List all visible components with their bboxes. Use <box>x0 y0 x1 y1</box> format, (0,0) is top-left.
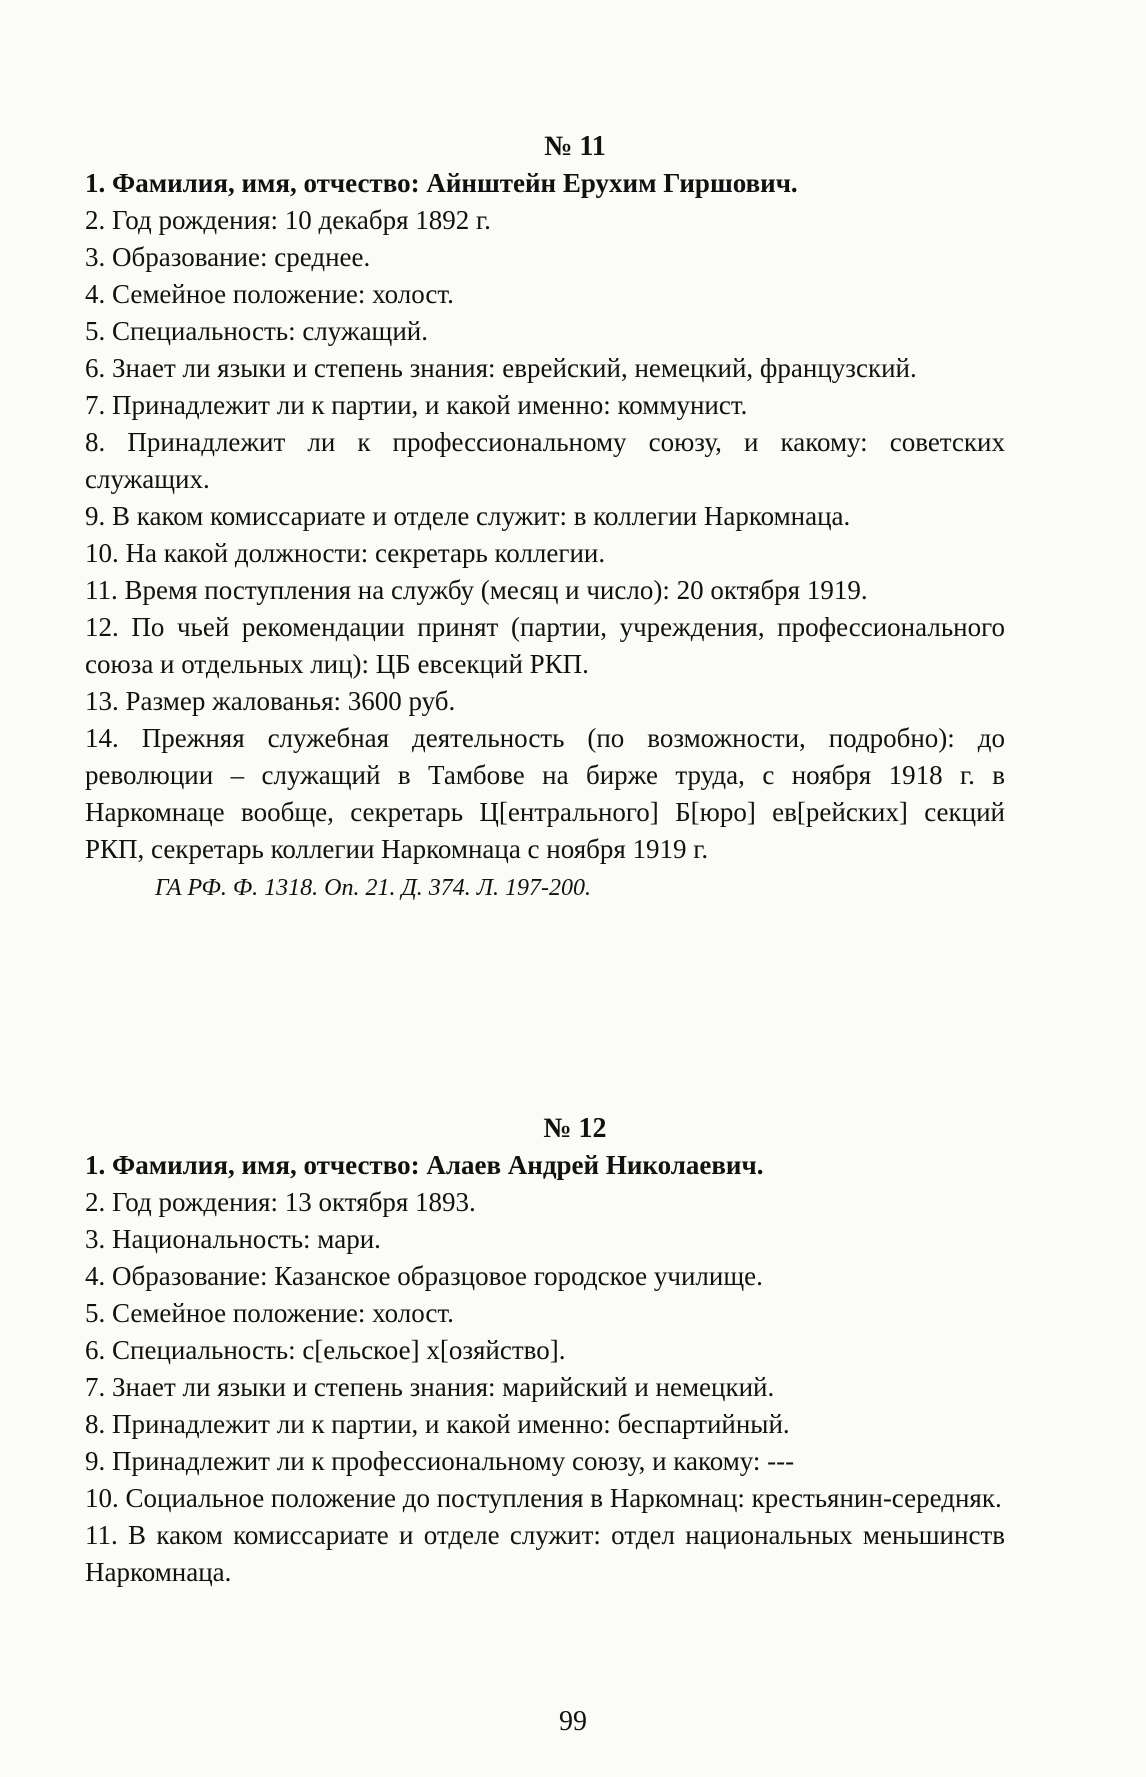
document-11 <box>85 128 1005 907</box>
doc12-item-1: 1. Фамилия, имя, отчество: Алаев Андрей Николаевич. <box>85 1150 764 1180</box>
doc12-item-5: 5. Семейное положение: холост. <box>85 1298 454 1328</box>
page-number: 99 <box>559 1706 587 1737</box>
doc11-item-3: 3. Образование: среднее. <box>85 242 371 272</box>
doc11-item-9: 9. В каком комиссариате и отделе служит: в коллегии Наркомнаца. <box>85 501 851 531</box>
document-12 <box>85 1110 1005 1591</box>
doc12-item-3: 3. Национальность: мари. <box>85 1224 381 1254</box>
doc11-item-2: 2. Год рождения: 10 декабря 1892 г. <box>85 205 491 235</box>
doc11-item-1: 1. Фамилия, имя, отчество: Айнштейн Ерухим Гиршович. <box>85 168 798 198</box>
doc11-item-10: 10. На какой должности: секретарь коллегии. <box>85 538 606 568</box>
doc11-item-5: 5. Специальность: служащий. <box>85 316 428 346</box>
doc11-item-4: 4. Семейное положение: холост. <box>85 279 454 309</box>
doc11-item-12: 12. По чьей рекомендации принят (партии, учреждения, профессионального союза и отдельных лиц): ЦБ евсекций РКП. <box>85 612 1005 679</box>
doc12-item-11: 11. В каком комиссариате и отделе служит: отдел национальных меньшинств Наркомнаца. <box>85 1520 1005 1587</box>
document-11-number: № 11 <box>544 131 606 162</box>
doc11-item-11: 11. Время поступления на службу (месяц и число): 20 октября 1919. <box>85 575 868 605</box>
doc11-item-7: 7. Принадлежит ли к партии, и какой именно: коммунист. <box>85 390 748 420</box>
doc12-item-7: 7. Знает ли языки и степень знания: марийский и немецкий. <box>85 1372 775 1402</box>
doc12-item-8: 8. Принадлежит ли к партии, и какой именно: беспартийный. <box>85 1409 790 1439</box>
doc12-item-10: 10. Социальное положение до поступления в Наркомнац: крестьянин-середняк. <box>85 1483 1002 1513</box>
archive-source: ГА РФ. Ф. 1318. Оп. 21. Д. 374. Л. 197-200. <box>155 875 591 901</box>
doc11-item-8: 8. Принадлежит ли к профессиональному союзу, и какому: советских служащих. <box>85 427 1005 494</box>
doc12-item-9: 9. Принадлежит ли к профессиональному союзу, и какому: --- <box>85 1446 795 1476</box>
doc11-item-13: 13. Размер жалованья: 3600 руб. <box>85 686 456 716</box>
doc11-item-6: 6. Знает ли языки и степень знания: еврейский, немецкий, французский. <box>85 353 917 383</box>
doc12-item-6: 6. Специальность: с[ельское] х[озяйство]. <box>85 1335 566 1365</box>
document-12-number: № 12 <box>543 1113 607 1144</box>
doc12-item-2: 2. Год рождения: 13 октября 1893. <box>85 1187 476 1217</box>
doc12-item-4: 4. Образование: Казанское образцовое городское училище. <box>85 1261 763 1291</box>
doc11-item-14: 14. Прежняя служебная деятельность (по возможности, подробно): до революции – служащий в Тамбове на бирже труда, с ноября 1918 г. в Наркомнаце вообще, секретарь Ц[ентрального] Б[юро] ев[рейских] секций РКП, секретарь коллегии Наркомнаца с ноября 1919 г. <box>85 723 1005 864</box>
